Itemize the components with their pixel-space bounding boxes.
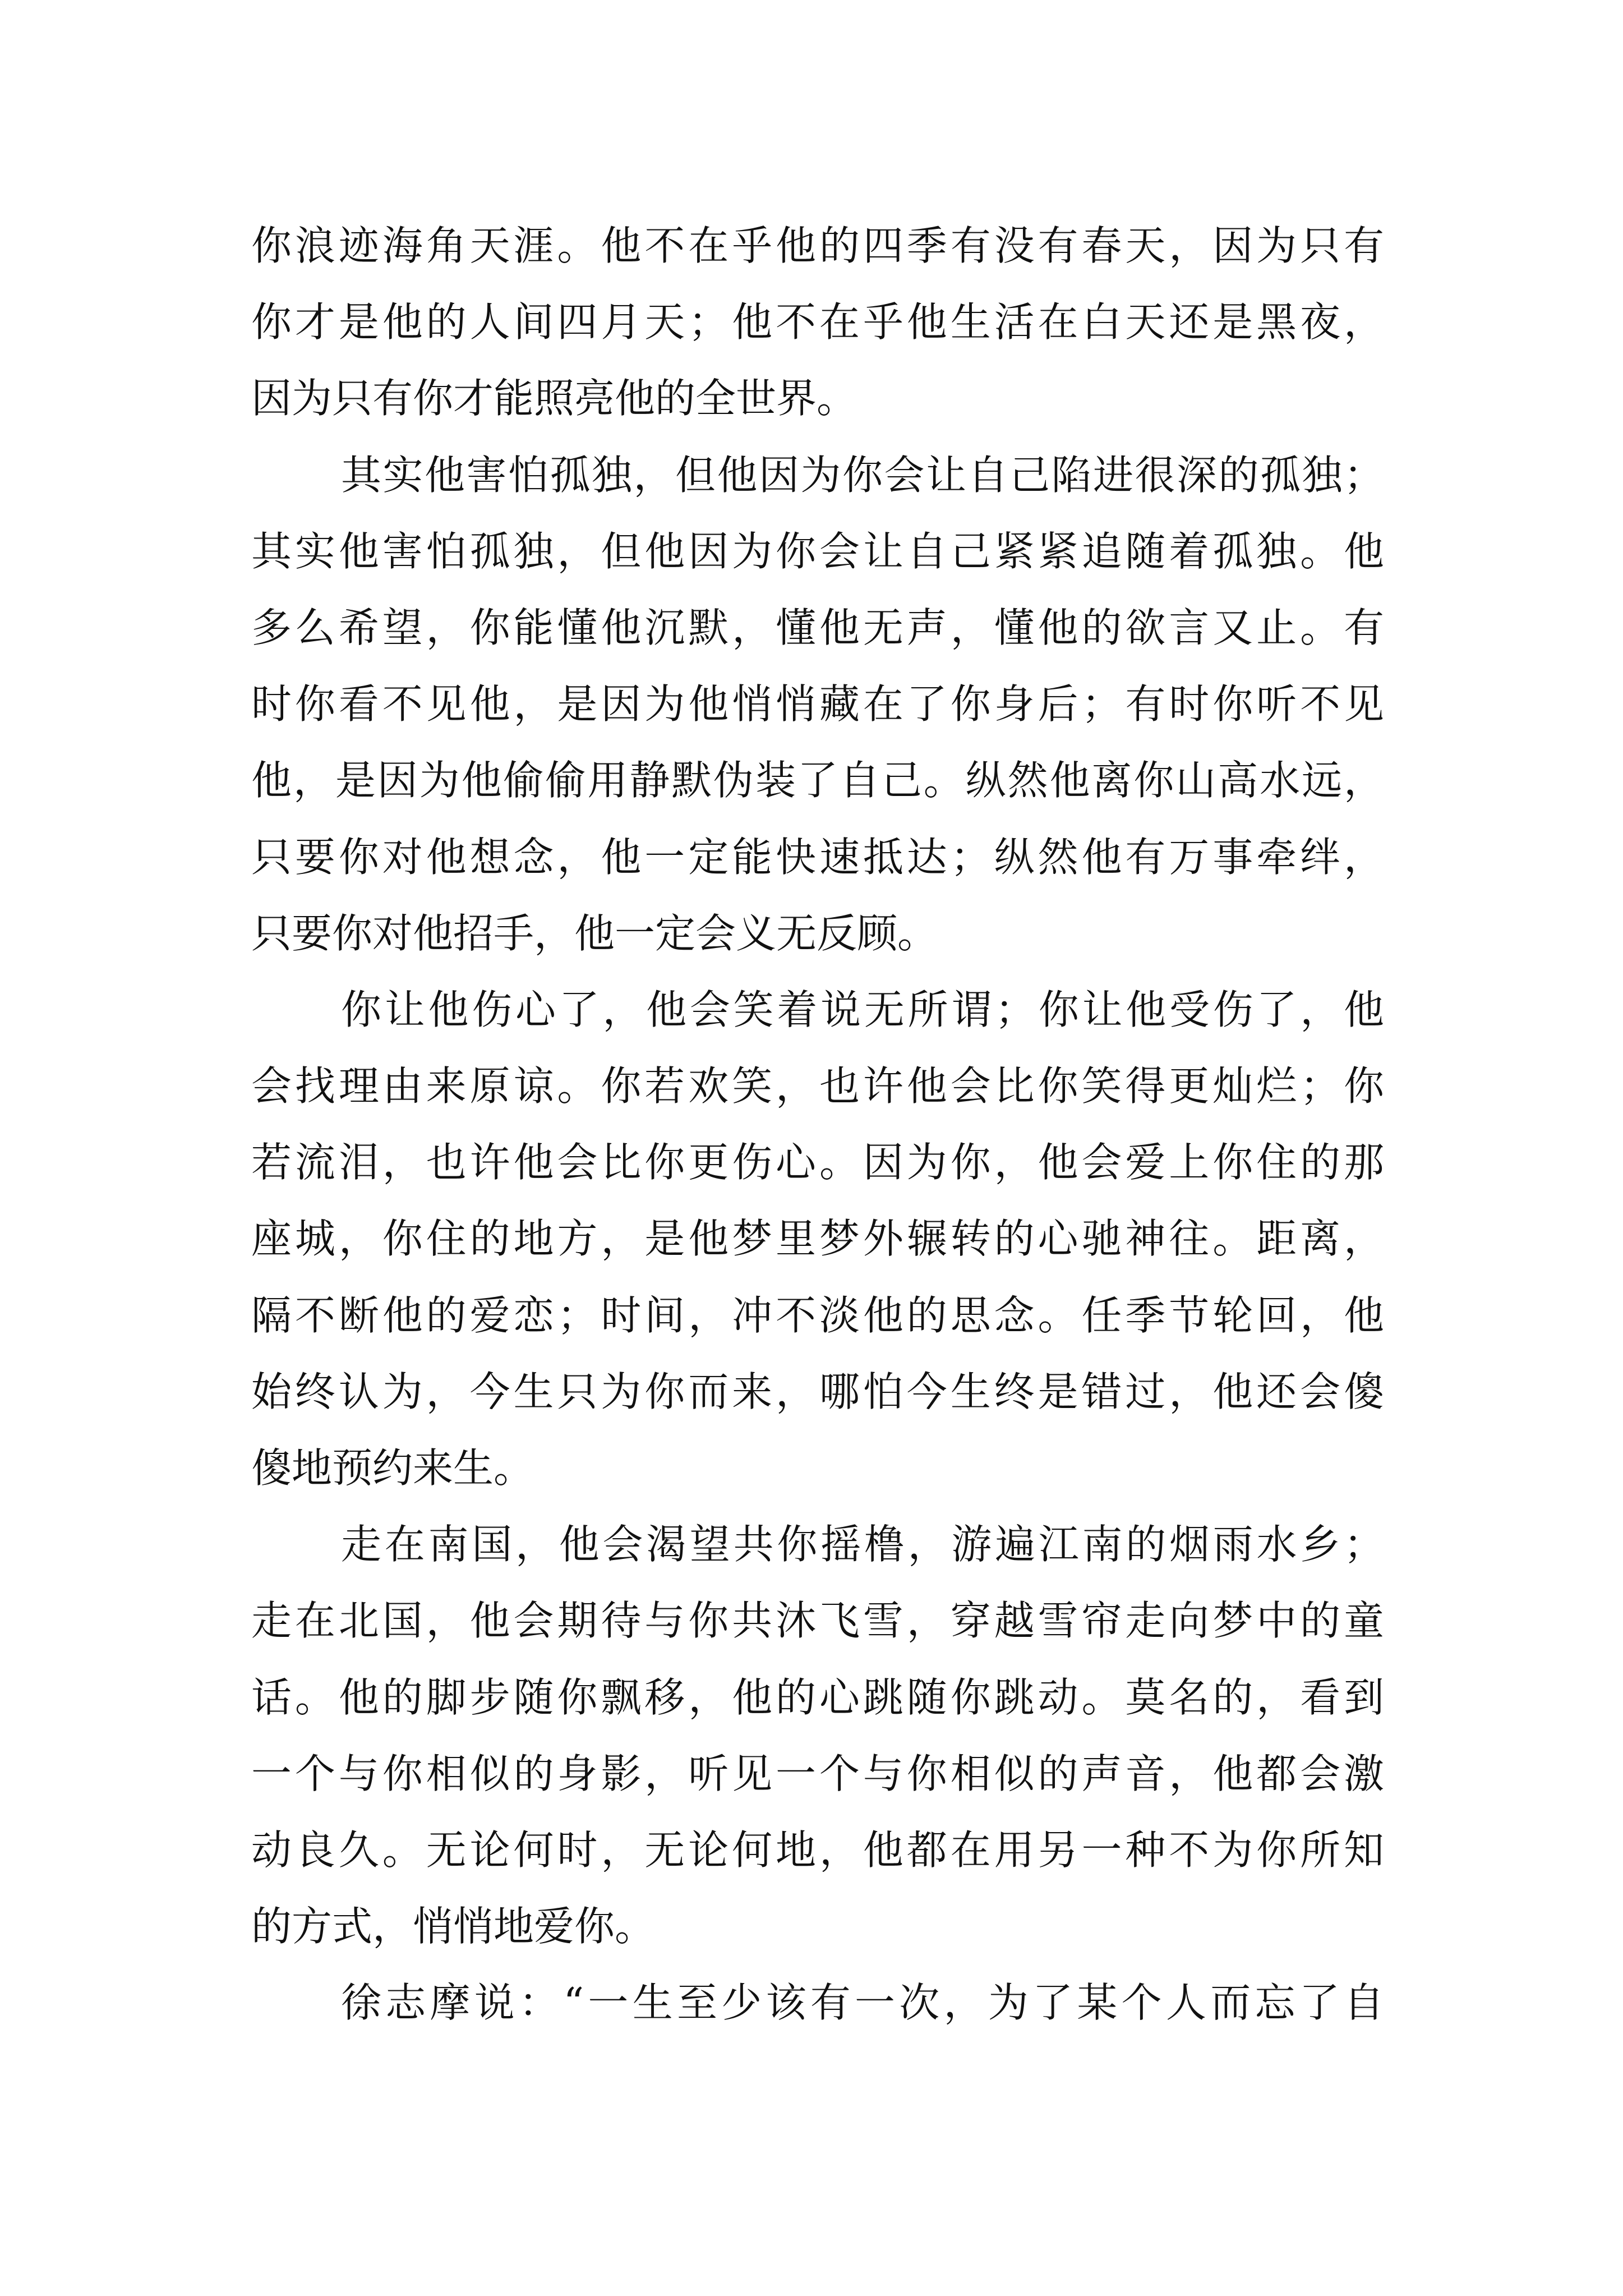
paragraph-2 [251, 437, 1384, 972]
text-line: 你才是他的人间四月天；他不在乎他生活在白天还是黑夜， [251, 298, 1384, 346]
text-line: 其实他害怕孤独，但他因为你会让自己紧紧追随着孤独。他 [251, 527, 1384, 575]
paragraph-1 [251, 208, 1384, 437]
text-line: 走在南国，他会渴望共你摇橹，游遍江南的烟雨水乡； [341, 1521, 1384, 1568]
text-line: 多么希望，你能懂他沉默，懂他无声，懂他的欲言又止。有 [251, 604, 1384, 651]
text-line: 走在北国，他会期待与你共沐飞雪，穿越雪帘走向梦中的童 [251, 1597, 1384, 1645]
text-line: 其实他害怕孤独，但他因为你会让自己陷进很深的孤独； [341, 451, 1384, 499]
text-line: 傻地预约来生。 [251, 1444, 534, 1492]
text-line: 若流泪，也许他会比你更伤心。因为你，他会爱上你住的那 [251, 1139, 1384, 1186]
text-line: 座城，你住的地方，是他梦里梦外辗转的心驰神往。距离， [251, 1215, 1384, 1263]
paragraph-4 [251, 1506, 1384, 1964]
text-line: 他，是因为他偷偷用静默伪装了自己。纵然他离你山高水远， [251, 757, 1384, 804]
text-line: 徐志摩说：“一生至少该有一次，为了某个人而忘了自 [341, 1979, 1384, 2027]
text-line: 只要你对他招手，他一定会义无反顾。 [251, 909, 938, 957]
text-line: 动良久。无论何时，无论何地，他都在用另一种不为你所知 [251, 1826, 1384, 1874]
text-line: 一个与你相似的身影，听见一个与你相似的声音，他都会激 [251, 1750, 1384, 1797]
paragraph-3 [251, 972, 1384, 1506]
text-line: 话。他的脚步随你飘移，他的心跳随你跳动。莫名的，看到 [251, 1673, 1384, 1721]
text-line: 始终认为，今生只为你而来，哪怕今生终是错过，他还会傻 [251, 1368, 1384, 1415]
paragraph-5 [251, 1964, 1384, 2041]
body-text [251, 208, 1384, 2041]
text-line: 的方式，悄悄地爱你。 [251, 1903, 656, 1950]
text-line: 时你看不见他，是因为他悄悄藏在了你身后；有时你听不见 [251, 680, 1384, 728]
text-line: 会找理由来原谅。你若欢笑，也许他会比你笑得更灿烂；你 [251, 1062, 1384, 1110]
text-line: 因为只有你才能照亮他的全世界。 [251, 375, 857, 422]
text-line: 隔不断他的爱恋；时间，冲不淡他的思念。任季节轮回，他 [251, 1291, 1384, 1339]
text-line: 你让他伤心了，他会笑着说无所谓；你让他受伤了，他 [341, 986, 1384, 1033]
text-line: 只要你对他想念，他一定能快速抵达；纵然他有万事牵绊， [251, 833, 1384, 881]
text-line: 你浪迹海角天涯。他不在乎他的四季有没有春天，因为只有 [251, 222, 1384, 269]
